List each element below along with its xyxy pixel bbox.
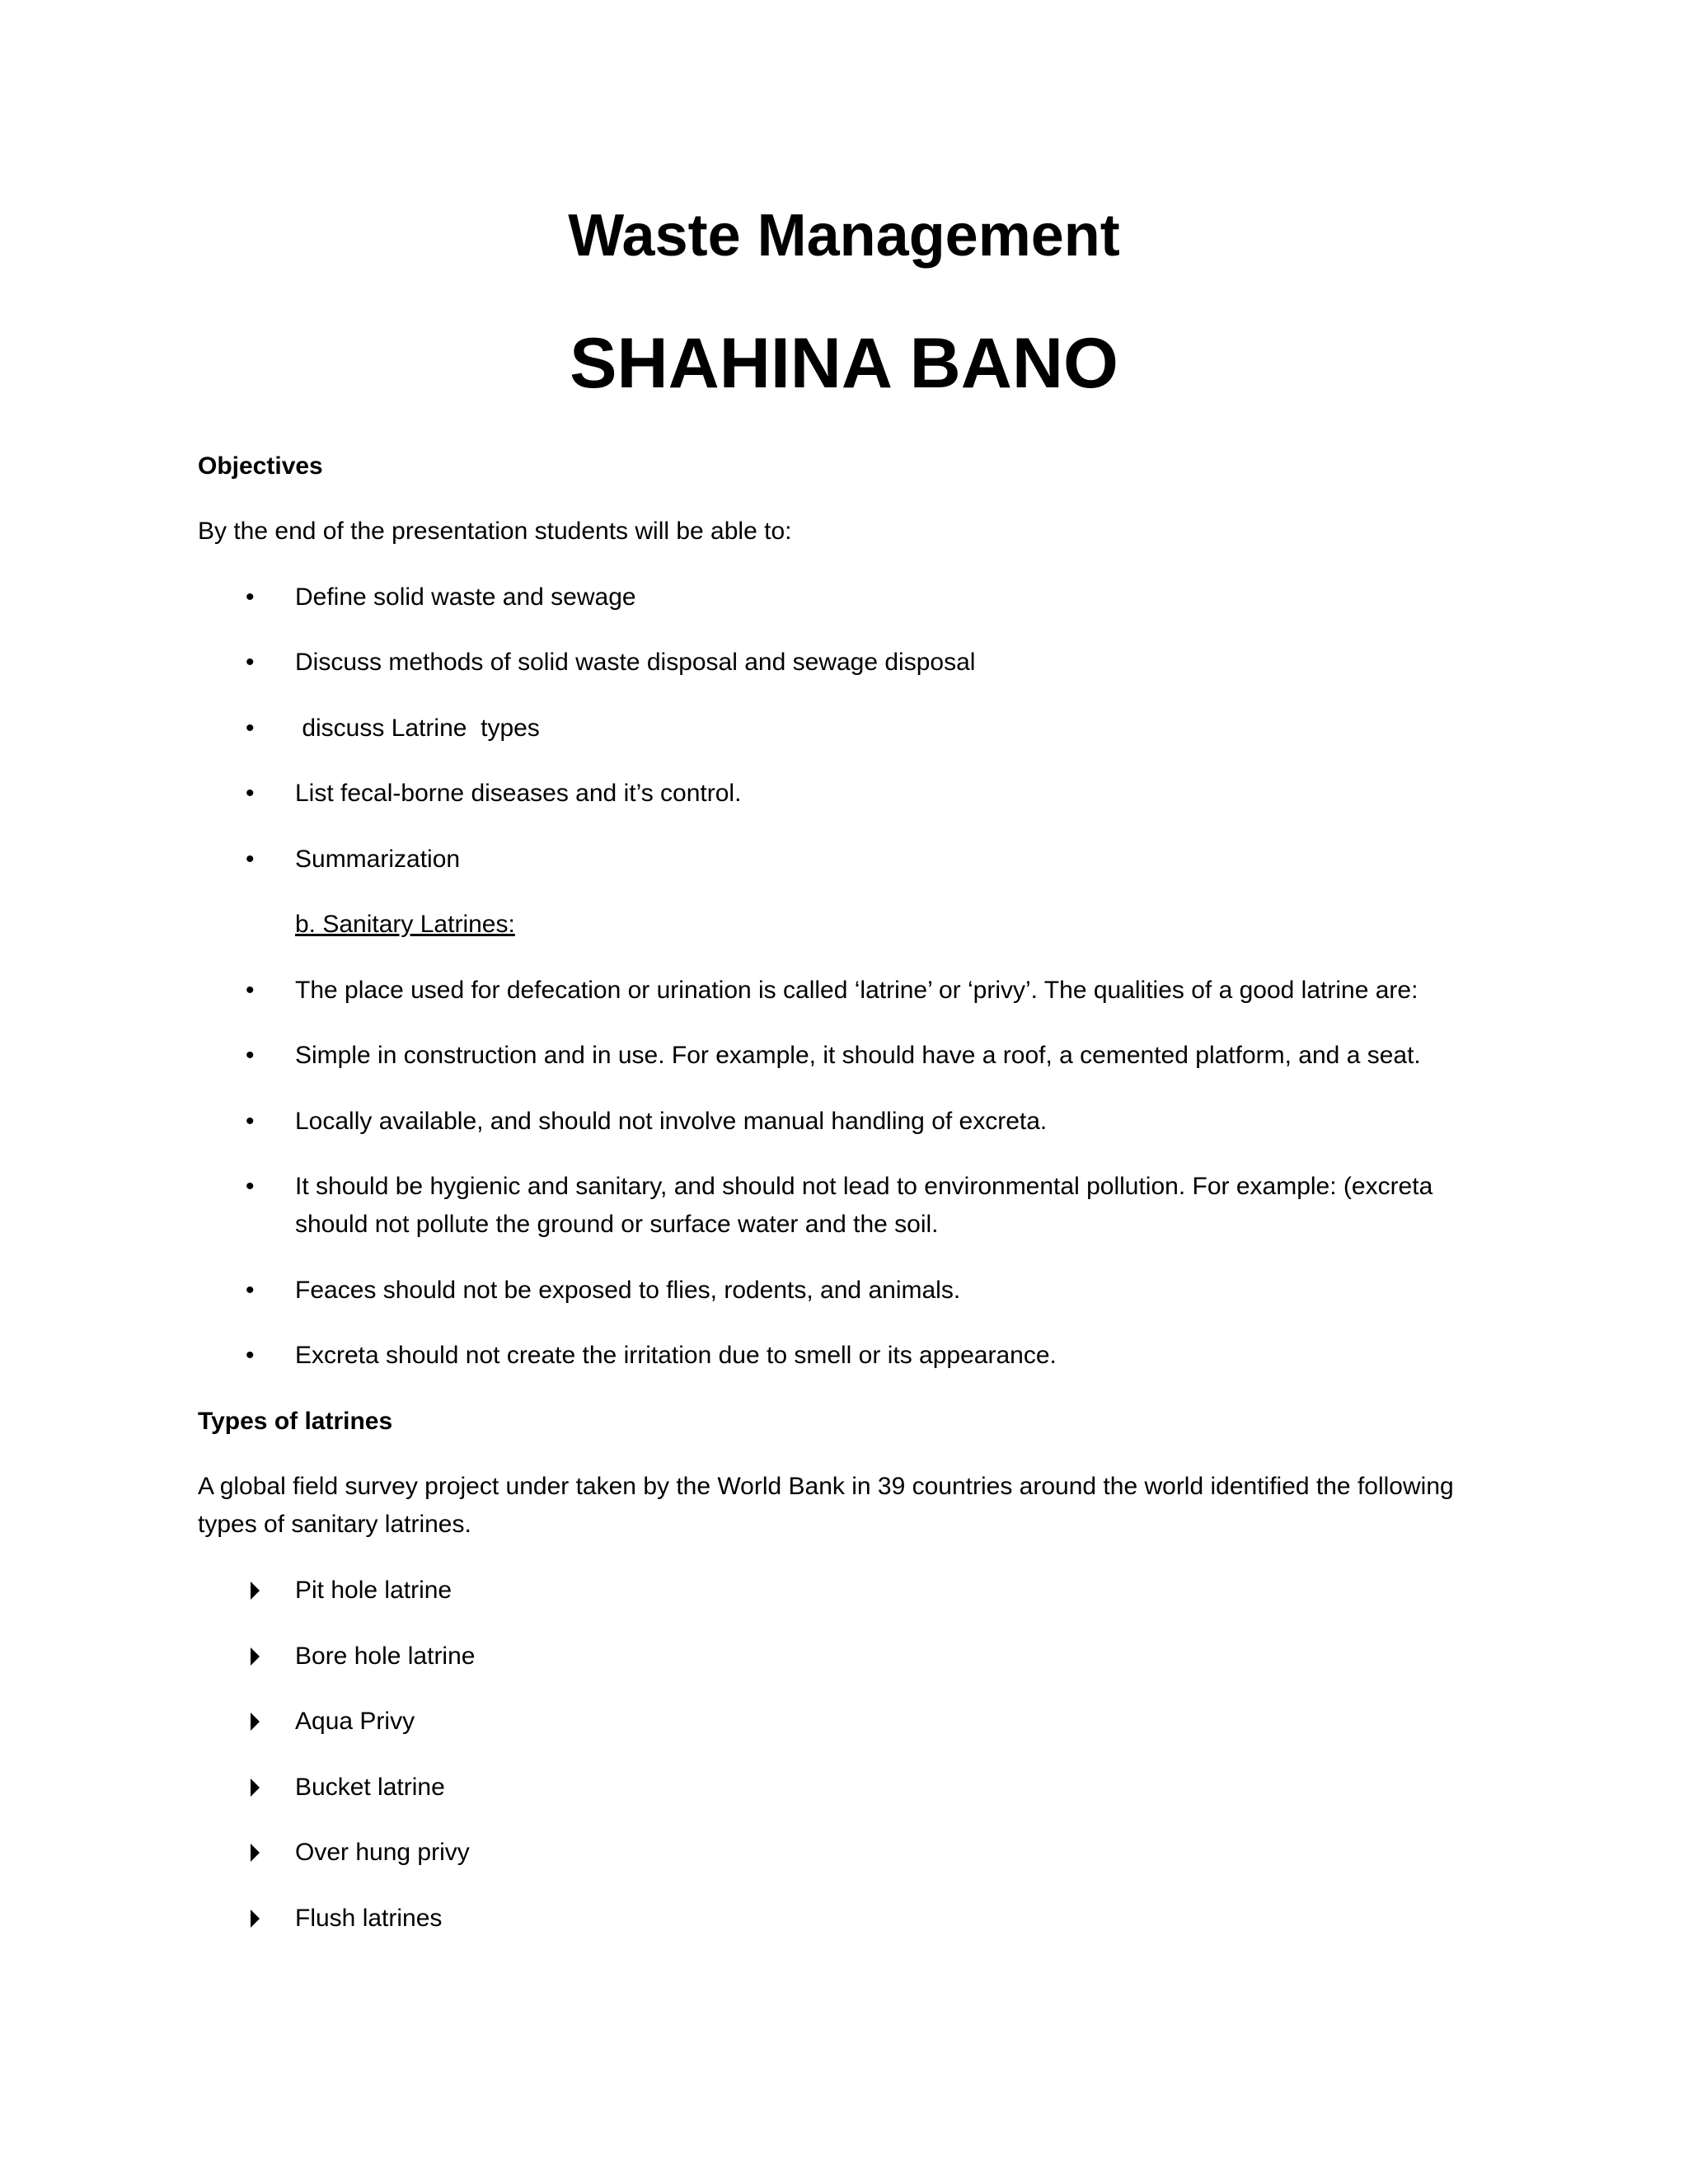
list-item-text: Summarization [295,846,461,873]
list-item-text: Define solid waste and sewage [295,583,636,611]
bullet-icon: • [246,583,255,611]
bullet-icon: • [246,1342,255,1369]
list-item-text: Flush latrines [295,1905,443,1932]
list-item-text: Bucket latrine [295,1774,445,1801]
list-item-text: Discuss methods of solid waste disposal and sewage disposal [295,649,976,676]
bullet-icon: • [246,1277,255,1304]
arrow-bullet-icon [251,1844,260,1862]
sanitary-latrines-subheading: b. Sanitary Latrines: [295,911,515,938]
types-intro: A global field survey project under taken by the World Bank in 39 countries around the world identified the following types of sanitary latrines. [198,1473,1454,1538]
arrow-bullet-icon [251,1713,260,1731]
objectives-intro: By the end of the presentation students will be able to: [198,518,792,545]
author-name: SHAHINA BANO [570,324,1118,403]
bullet-icon: • [246,780,255,807]
arrow-bullet-icon [251,1582,260,1600]
list-item-text: It should be hygienic and sanitary, and should not lead to environmental pollution. For example: (excreta should not pollute the ground or surface water and the soil. [295,1173,1433,1238]
bullet-icon: • [246,1042,255,1069]
bullet-icon: • [246,1108,255,1135]
bullet-icon: • [246,649,255,676]
list-item-text: The place used for defecation or urination is called ‘latrine’ or ‘privy’. The qualities of a good latrine are: [295,977,1418,1004]
bullet-icon: • [246,1173,255,1200]
list-item-text: discuss Latrine types [295,715,540,742]
list-item-text: Feaces should not be exposed to flies, rodents, and animals. [295,1277,961,1304]
objectives-heading: Objectives [198,452,323,480]
list-item-text: List fecal-borne diseases and it’s control. [295,780,742,807]
arrow-bullet-icon [251,1779,260,1797]
list-item-text: Simple in construction and in use. For example, it should have a roof, a cemented platform, and a seat. [295,1042,1421,1069]
list-item-text: Pit hole latrine [295,1577,452,1604]
bullet-icon: • [246,846,255,873]
arrow-bullet-icon [251,1647,260,1666]
list-item-text: Bore hole latrine [295,1643,476,1670]
arrow-bullet-icon [251,1910,260,1928]
list-item-text: Excreta should not create the irritation due to smell or its appearance. [295,1342,1057,1369]
list-item-text: Locally available, and should not involve manual handling of excreta. [295,1108,1048,1135]
page-title: Waste Management [568,203,1120,269]
list-item-text: Over hung privy [295,1839,470,1866]
bullet-icon: • [246,715,255,742]
types-heading: Types of latrines [198,1408,393,1435]
bullet-icon: • [246,977,255,1004]
list-item-text: Aqua Privy [295,1708,415,1735]
